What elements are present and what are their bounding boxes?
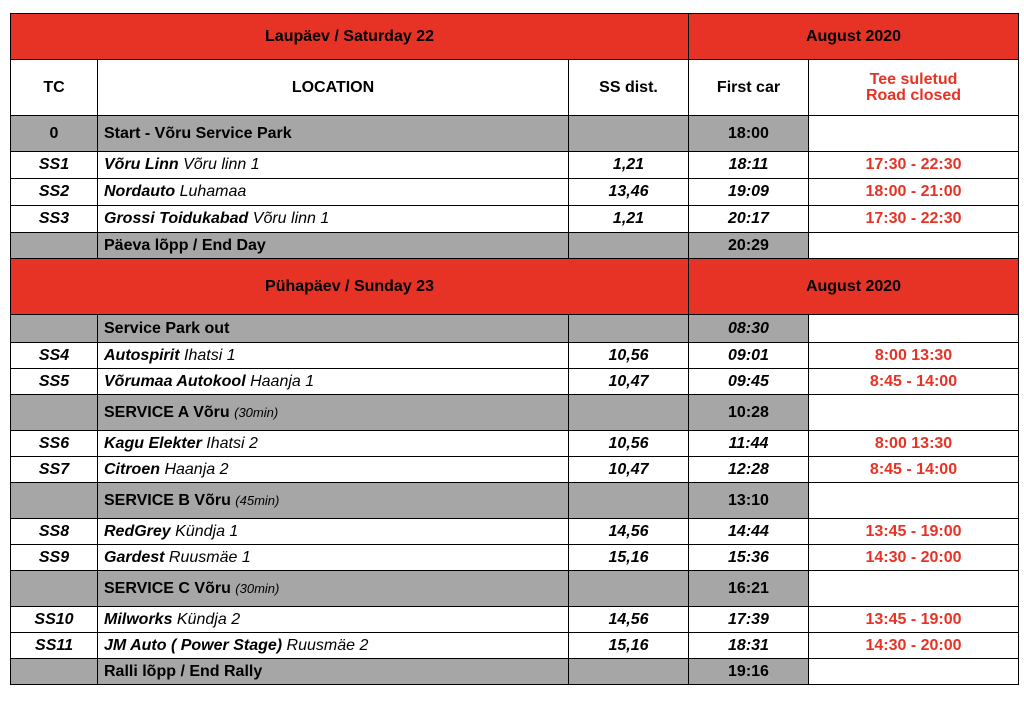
- dist-cell: 10,56: [569, 343, 689, 369]
- tc-cell: SS11: [11, 633, 98, 659]
- schedule-row: [11, 519, 1019, 545]
- dist-cell: [569, 233, 689, 259]
- schedule-row: [11, 116, 1019, 152]
- location-name: SERVICE A Võru: [104, 403, 230, 421]
- location-cell: [98, 152, 569, 179]
- header-tc: TC: [11, 60, 98, 116]
- schedule-row: [11, 431, 1019, 457]
- first-car-cell: 17:39: [689, 607, 809, 633]
- tc-cell: [11, 483, 98, 519]
- location-name: Grossi Toidukabad: [104, 210, 249, 227]
- road-closed-cell: 8:00 13:30: [809, 431, 1019, 457]
- first-car-cell: 10:28: [689, 395, 809, 431]
- schedule-row: [11, 179, 1019, 206]
- location-cell: [98, 206, 569, 233]
- first-car-cell: 19:09: [689, 179, 809, 206]
- tc-cell: [11, 315, 98, 343]
- first-car-cell: 09:45: [689, 369, 809, 395]
- schedule-row: [11, 206, 1019, 233]
- location-name: Citroen: [104, 460, 160, 478]
- location-name: Service Park out: [104, 319, 230, 337]
- road-closed-cell: 8:00 13:30: [809, 343, 1019, 369]
- schedule-row: [11, 369, 1019, 395]
- location-note: (30min): [235, 580, 280, 596]
- sunday-banner: [11, 259, 1019, 315]
- location-name: Võrumaa Autokool: [104, 372, 246, 390]
- tc-cell: SS4: [11, 343, 98, 369]
- location-cell: [98, 315, 569, 343]
- first-car-cell: 15:36: [689, 545, 809, 571]
- saturday-banner: [11, 14, 1019, 60]
- dist-cell: 10,47: [569, 369, 689, 395]
- location-name: SERVICE C Võru: [104, 579, 231, 597]
- road-closed-cell: 13:45 - 19:00: [809, 607, 1019, 633]
- tc-cell: SS5: [11, 369, 98, 395]
- column-header-row: [11, 60, 1019, 116]
- schedule-row: [11, 457, 1019, 483]
- location-cell: [98, 343, 569, 369]
- tc-cell: 0: [11, 116, 98, 152]
- schedule-row: [11, 395, 1019, 431]
- header-road-closed: [809, 60, 1019, 116]
- location-name: Nordauto: [104, 183, 176, 200]
- dist-cell: 14,56: [569, 519, 689, 545]
- schedule-row: [11, 633, 1019, 659]
- tc-cell: SS1: [11, 152, 98, 179]
- first-car-cell: 20:17: [689, 206, 809, 233]
- location-place: Võru linn 1: [252, 210, 330, 227]
- location-cell: [98, 545, 569, 571]
- location-place: Ruusmäe 2: [286, 636, 369, 654]
- location-place: Luhamaa: [179, 183, 247, 200]
- road-closed-cell: [809, 315, 1019, 343]
- road-closed-cell: 13:45 - 19:00: [809, 519, 1019, 545]
- road-closed-cell: 14:30 - 20:00: [809, 633, 1019, 659]
- dist-cell: [569, 116, 689, 152]
- location-cell: [98, 659, 569, 685]
- dist-cell: [569, 315, 689, 343]
- schedule-row: [11, 545, 1019, 571]
- location-place: Ihatsi 1: [184, 346, 236, 364]
- rally-schedule-table: [10, 13, 1019, 685]
- schedule-row: [11, 483, 1019, 519]
- location-cell: [98, 457, 569, 483]
- location-note: (45min): [235, 492, 280, 508]
- location-name: JM Auto ( Power Stage): [104, 636, 283, 654]
- road-closed-cell: 17:30 - 22:30: [809, 152, 1019, 179]
- tc-cell: SS9: [11, 545, 98, 571]
- first-car-cell: 12:28: [689, 457, 809, 483]
- header-road-closed-et: Tee suletud: [869, 70, 958, 88]
- road-closed-cell: [809, 116, 1019, 152]
- schedule-row: [11, 659, 1019, 685]
- tc-cell: SS8: [11, 519, 98, 545]
- sunday-day-label: Pühapäev / Sunday 23: [11, 259, 689, 315]
- road-closed-cell: 8:45 - 14:00: [809, 457, 1019, 483]
- location-cell: [98, 431, 569, 457]
- location-name: Päeva lõpp / End Day: [104, 236, 266, 254]
- first-car-cell: 09:01: [689, 343, 809, 369]
- tc-cell: [11, 233, 98, 259]
- dist-cell: [569, 483, 689, 519]
- location-place: Kündja 1: [175, 522, 239, 540]
- location-name: Start - Võru Service Park: [104, 124, 292, 142]
- location-name: Ralli lõpp / End Rally: [104, 662, 263, 680]
- location-cell: [98, 179, 569, 206]
- header-location: LOCATION: [98, 60, 569, 116]
- first-car-cell: 18:31: [689, 633, 809, 659]
- tc-cell: SS3: [11, 206, 98, 233]
- first-car-cell: 14:44: [689, 519, 809, 545]
- tc-cell: SS6: [11, 431, 98, 457]
- road-closed-cell: [809, 483, 1019, 519]
- dist-cell: 1,21: [569, 206, 689, 233]
- road-closed-cell: [809, 395, 1019, 431]
- schedule-row: [11, 607, 1019, 633]
- road-closed-cell: [809, 659, 1019, 685]
- tc-cell: SS10: [11, 607, 98, 633]
- road-closed-cell: 14:30 - 20:00: [809, 545, 1019, 571]
- location-name: RedGrey: [104, 522, 171, 540]
- dist-cell: 14,56: [569, 607, 689, 633]
- tc-cell: [11, 395, 98, 431]
- road-closed-cell: 17:30 - 22:30: [809, 206, 1019, 233]
- first-car-cell: 13:10: [689, 483, 809, 519]
- road-closed-cell: 8:45 - 14:00: [809, 369, 1019, 395]
- location-place: Haanja 1: [250, 372, 315, 390]
- location-cell: [98, 483, 569, 519]
- location-note: (30min): [234, 404, 279, 420]
- location-cell: [98, 369, 569, 395]
- location-name: Võru Linn: [104, 156, 179, 173]
- location-cell: [98, 519, 569, 545]
- dist-cell: 15,16: [569, 545, 689, 571]
- location-place: Haanja 2: [164, 460, 229, 478]
- tc-cell: [11, 659, 98, 685]
- location-place: Võru linn 1: [183, 156, 260, 173]
- sunday-month-label: August 2020: [689, 259, 1019, 315]
- header-road-closed-en: Road closed: [865, 86, 962, 104]
- dist-cell: [569, 659, 689, 685]
- dist-cell: 10,56: [569, 431, 689, 457]
- dist-cell: 13,46: [569, 179, 689, 206]
- location-cell: [98, 607, 569, 633]
- first-car-cell: 19:16: [689, 659, 809, 685]
- dist-cell: 1,21: [569, 152, 689, 179]
- tc-cell: [11, 571, 98, 607]
- saturday-day-label: Laupäev / Saturday 22: [11, 14, 689, 60]
- location-name: Milworks: [104, 610, 173, 628]
- header-first-car: First car: [689, 60, 809, 116]
- first-car-cell: 08:30: [689, 315, 809, 343]
- tc-cell: SS7: [11, 457, 98, 483]
- dist-cell: 10,47: [569, 457, 689, 483]
- location-name: Kagu Elekter: [104, 434, 202, 452]
- location-name: Autospirit: [104, 346, 180, 364]
- location-cell: [98, 571, 569, 607]
- location-cell: [98, 633, 569, 659]
- location-name: Gardest: [104, 548, 165, 566]
- schedule-row: [11, 571, 1019, 607]
- location-place: Ihatsi 2: [206, 434, 258, 452]
- road-closed-cell: [809, 233, 1019, 259]
- first-car-cell: 18:00: [689, 116, 809, 152]
- schedule-row: [11, 343, 1019, 369]
- tc-cell: SS2: [11, 179, 98, 206]
- road-closed-cell: 18:00 - 21:00: [809, 179, 1019, 206]
- location-cell: [98, 116, 569, 152]
- dist-cell: [569, 571, 689, 607]
- location-place: Kündja 2: [176, 610, 241, 628]
- road-closed-cell: [809, 571, 1019, 607]
- schedule-row: [11, 315, 1019, 343]
- schedule-row: [11, 152, 1019, 179]
- dist-cell: 15,16: [569, 633, 689, 659]
- location-cell: [98, 395, 569, 431]
- location-place: Ruusmäe 1: [168, 548, 251, 566]
- first-car-cell: 20:29: [689, 233, 809, 259]
- schedule-row: [11, 233, 1019, 259]
- location-cell: [98, 233, 569, 259]
- first-car-cell: 16:21: [689, 571, 809, 607]
- dist-cell: [569, 395, 689, 431]
- saturday-month-label: August 2020: [689, 14, 1019, 60]
- first-car-cell: 18:11: [689, 152, 809, 179]
- location-name: SERVICE B Võru: [104, 491, 231, 509]
- first-car-cell: 11:44: [689, 431, 809, 457]
- header-ss-dist: SS dist.: [569, 60, 689, 116]
